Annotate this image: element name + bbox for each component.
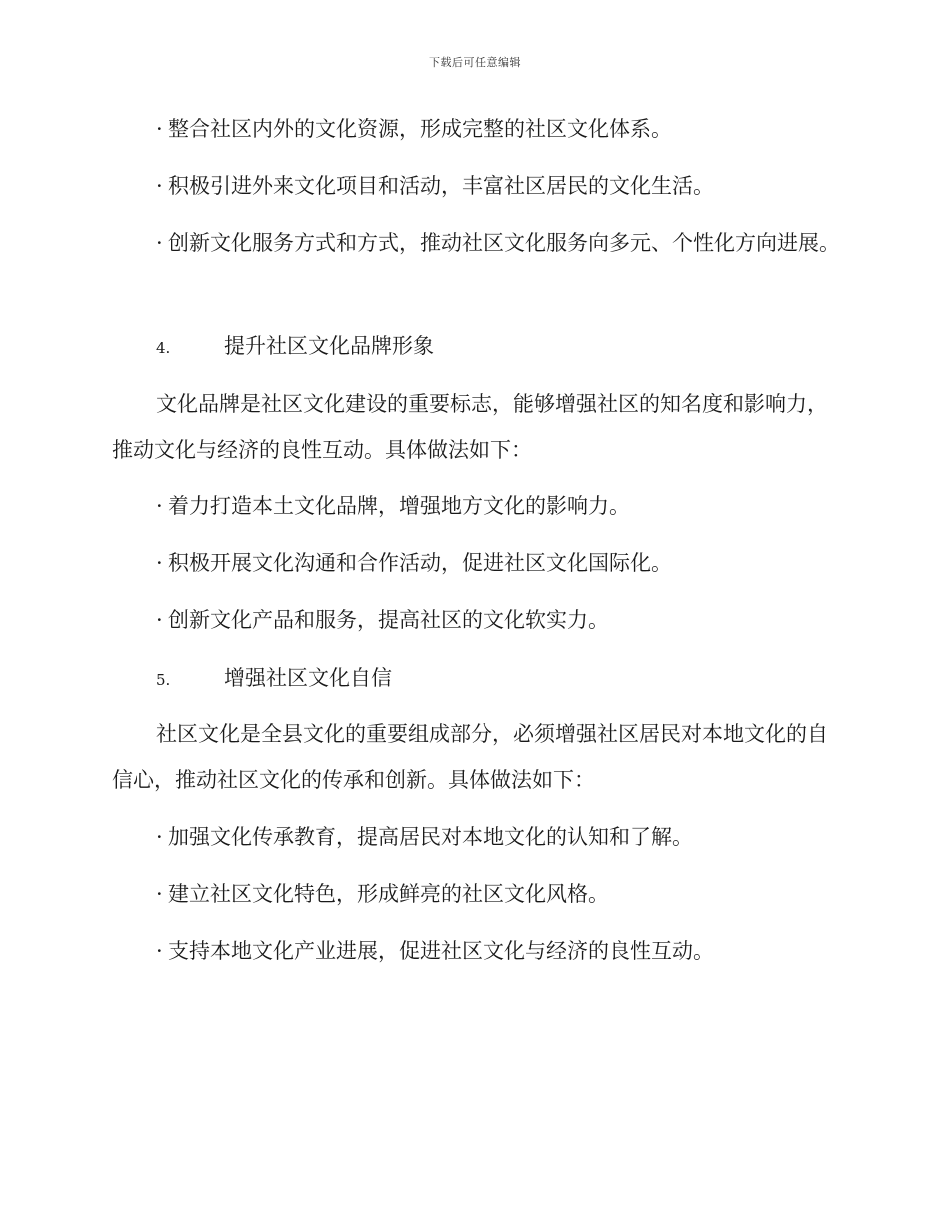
bullet-list-5 xyxy=(112,814,842,974)
bullet-item: · 着力打造本土文化品牌，增强地方文化的影响力。 xyxy=(112,483,842,529)
section-title: 提升社区文化品牌形象 xyxy=(224,334,434,358)
bullet-item: · 创新文化服务方式和方式，推动社区文化服务向多元、个性化方向进展。 xyxy=(112,220,842,266)
bullet-dot: · xyxy=(156,494,163,518)
section-heading-4 xyxy=(112,323,842,371)
bullet-list-4 xyxy=(112,483,842,643)
bullet-dot: · xyxy=(156,551,163,575)
paragraph: 社区文化是全县文化的重要组成部分，必须增强社区居民对本地文化的自信心，推动社区文化的传承和创新。具体做法如下： xyxy=(112,722,828,792)
bullet-list-a xyxy=(112,106,842,209)
section-heading-5 xyxy=(112,655,842,703)
bullet-item: · 加强文化传承教育，提高居民对本地文化的认知和了解。 xyxy=(112,814,842,860)
bullet-dot: · xyxy=(156,174,163,198)
bullet-dot: · xyxy=(156,939,163,963)
section-5-intro xyxy=(112,711,842,803)
bullet-dot: · xyxy=(156,231,163,255)
bullet-item: · 整合社区内外的文化资源，形成完整的社区文化体系。 xyxy=(112,106,842,152)
bullet-item: · 积极开展文化沟通和合作活动，促进社区文化国际化。 xyxy=(112,540,842,586)
bullet-dot: · xyxy=(156,117,163,141)
bullet-dot: · xyxy=(156,825,163,849)
bullet-item: · 创新文化产品和服务，提高社区的文化软实力。 xyxy=(112,597,842,643)
page-header-note: 下载后可任意编辑 xyxy=(429,56,521,69)
bullet-dot: · xyxy=(156,608,163,632)
section-number: 5. xyxy=(156,671,171,689)
section-number: 4. xyxy=(156,339,171,357)
bullet-item: · 支持本地文化产业进展，促进社区文化与经济的良性互动。 xyxy=(112,928,842,974)
bullet-item: · 建立社区文化特色，形成鲜亮的社区文化风格。 xyxy=(112,871,842,917)
section-title: 增强社区文化自信 xyxy=(224,666,392,690)
bullet-item: · 积极引进外来文化项目和活动，丰富社区居民的文化生活。 xyxy=(112,163,842,209)
bullet-list-a-wrapped xyxy=(112,220,842,266)
bullet-dot: · xyxy=(156,882,163,906)
paragraph: 文化品牌是社区文化建设的重要标志，能够增强社区的知名度和影响力，推动文化与经济的良性互动。具体做法如下： xyxy=(112,392,828,462)
section-4-intro xyxy=(112,381,842,473)
